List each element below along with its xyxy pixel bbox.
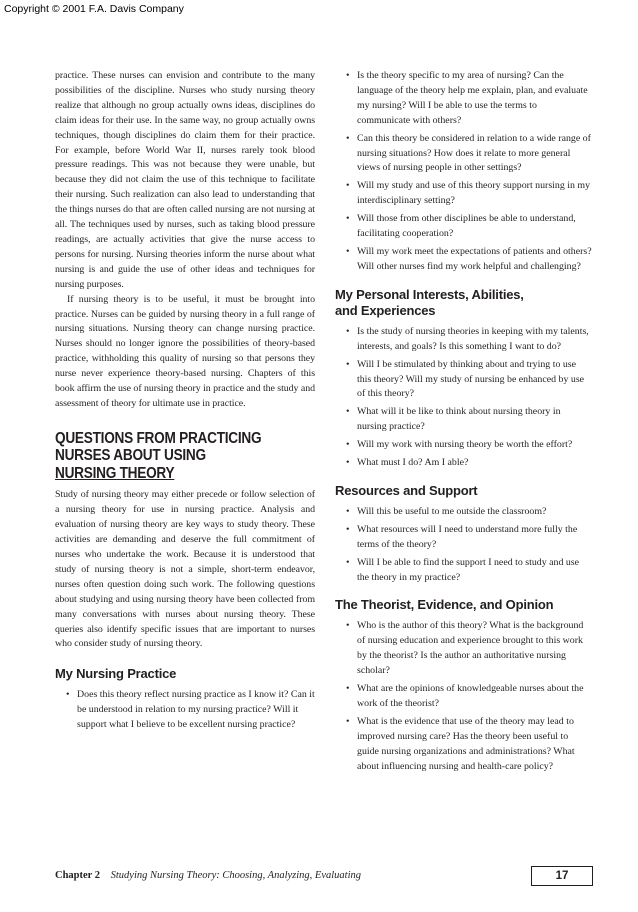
list-item: [346, 556, 592, 586]
list-item-text: Who is the author of this theory? What is the background of nursing education and experience brought to this work by the theorist? Is the author an authoritative nursing scholar?: [357, 620, 584, 677]
bullet-icon: •: [346, 132, 350, 144]
copyright-notice: Copyright © 2001 F.A. Davis Company: [4, 3, 184, 15]
list-item: [346, 325, 592, 355]
bullet-icon: •: [346, 70, 350, 81]
right-column: [335, 69, 592, 778]
subheading-personal-interests: [335, 287, 592, 319]
list-item-text: Will my study and use of this theory support nursing in my interdisciplinary setting?: [357, 180, 591, 207]
list-item: [346, 245, 592, 275]
list-item: [346, 69, 592, 129]
list-item-text: Will I be stimulated by thinking about and trying to use this theory? Will my study of nursing be enhanced by use of this theory?: [357, 358, 585, 400]
list-item-text: Will this be useful to me outside the classroom?: [357, 505, 547, 517]
heading-line: QUESTIONS FROM PRACTICING: [55, 429, 262, 447]
bullet-icon: •: [346, 505, 350, 517]
list-item-text: Does this theory reflect nursing practice as I know it? Can it be understood in relation to my nursing practice? Will it support what I believe to be excellent nursing practice?: [77, 689, 315, 731]
chapter-title: Studying Nursing Theory: Choosing, Analyzing, Evaluating: [110, 870, 361, 881]
subheading-my-nursing-practice: My Nursing Practice: [55, 666, 177, 682]
list-item-text: What are the opinions of knowledgeable nurses about the work of the theorist?: [357, 683, 584, 709]
bullet-icon: •: [346, 715, 350, 727]
bullet-icon: •: [346, 556, 350, 568]
list-item-text: Is the theory specific to my area of nursing? Can the language of the theory help me explain, plan, and evaluate my nursing? Will I be able to use the terms to communicate with others?: [357, 70, 588, 126]
list-item: [346, 682, 592, 712]
page-footer: [55, 870, 361, 881]
left-column: [55, 69, 315, 736]
list-item: [346, 715, 592, 775]
list-item: [346, 456, 592, 471]
bullet-icon: •: [346, 245, 350, 257]
bullet-icon: •: [346, 457, 350, 469]
page-number: 17: [531, 866, 593, 886]
bullet-icon: •: [66, 689, 70, 701]
section-heading-questions: [55, 430, 310, 483]
list-item: [346, 179, 592, 209]
chapter-label: Chapter 2: [55, 870, 101, 881]
bullet-list-nursing-practice: [55, 688, 315, 733]
body-paragraph: Study of nursing theory may either precede or follow selection of a nursing theory for use in nursing practice. Analysis and evaluation of nursing theory are key ways to study theory. These activities are demanding and deserve the full commitment of nurses who undertake the work. Because it is understood that study of nursing theory is not a simple, short-term endeavor, nurses often question doing such work. The following questions about studying and using nursing theory have been collected from many conversations with nurses about nursing theory. These queries also identify specific issues that are important to nurses who consider study of nursing theory.: [55, 489, 315, 650]
list-item-text: What is the evidence that use of the theory may lead to improved nursing care? Has the theory been useful to guide nursing organizations and administrations? What about influencing nursing and health-care policy?: [357, 715, 575, 772]
list-item: [346, 523, 592, 553]
bullet-icon: •: [346, 683, 350, 695]
list-item: [66, 688, 315, 733]
bullet-icon: •: [346, 180, 350, 192]
heading-line: NURSES ABOUT USING: [55, 447, 206, 465]
bullet-icon: •: [346, 358, 350, 370]
bullet-icon: •: [346, 620, 350, 632]
bullet-icon: •: [346, 523, 350, 535]
bullet-list-intro: [335, 69, 592, 275]
list-item: [346, 132, 592, 177]
heading-line: [55, 465, 310, 483]
list-item-text: Is the study of nursing theories in keeping with my talents, interests, and goals? Is this something I want to do?: [357, 325, 589, 352]
list-item: [346, 405, 592, 435]
bullet-icon: •: [346, 439, 350, 451]
heading-line: My Personal Interests, Abilities,: [335, 286, 524, 302]
list-item: [346, 212, 592, 242]
list-item-text: Will my work meet the expectations of patients and others? Will other nurses find my work helpful and challenging?: [357, 245, 592, 272]
subheading-resources-support: Resources and Support: [335, 482, 478, 498]
bullet-icon: •: [346, 325, 350, 337]
list-item-text: What will it be like to think about nursing theory in nursing practice?: [357, 406, 561, 433]
list-item-text: Will my work with nursing theory be worth the effort?: [357, 439, 573, 451]
subheading-theorist-evidence: The Theorist, Evidence, and Opinion: [335, 597, 554, 613]
body-paragraph: practice. These nurses can envision and contribute to the many possibilities of the discipline. Nurses who study nursing theory realize that although no group actually owns ideas, disciplines do claim ideas for their use. In the same way, no group actually owns techniques, though disciplines do claim them for their practice. For example, before World War II, nurses rarely took blood pressure readings. This was not because they were unable, but because they did not claim the use of this technique to facilitate their nursing. Such realization can also lead to understanding that the things nurses do that are often called nursing are not nursing at all. The techniques used by nurses, such as taking blood pressure readings, are actually activities that give the nurse access to persons for nursing. Nursing theories inform the nurse about what nursing is and guide the use of other ideas and techniques for nursing purposes.: [55, 70, 315, 290]
bullet-icon: •: [346, 406, 350, 418]
bullet-list-personal-interests: [335, 325, 592, 471]
list-item-text: What must I do? Am I able?: [357, 457, 469, 469]
list-item-text: What resources will I need to understand more fully the terms of the theory?: [357, 523, 578, 550]
heading-line-underlined: NURSING THEORY: [55, 464, 175, 482]
list-item-text: Can this theory be considered in relation to a wide range of nursing situations? How does it relate to more general views of nursing people in other settings?: [357, 132, 591, 174]
bullet-list-theorist: [335, 619, 592, 774]
list-item: [346, 438, 592, 453]
body-paragraph: If nursing theory is to be useful, it must be brought into practice. Nurses can be guided by nursing theory in a full range of nursing situations. Nursing theory can change nursing practice. Nurses should no longer ignore the possibilities of theory-based practice, withholding this quality of nursing so that persons they nurse never experience theory-based nursing. Chapters of this book affirm the use of nursing theory in practice and the study and assessment of theory for ultimate use in practice.: [55, 293, 315, 409]
list-item: [346, 358, 592, 403]
list-item-text: Will I be able to find the support I need to study and use the theory in my practice?: [357, 556, 580, 583]
list-item: [346, 505, 592, 520]
bullet-icon: •: [346, 213, 350, 225]
heading-line: and Experiences: [335, 302, 436, 318]
bullet-list-resources: [335, 505, 592, 586]
list-item: [346, 619, 592, 679]
list-item-text: Will those from other disciplines be able to understand, facilitating cooperation?: [357, 213, 576, 240]
